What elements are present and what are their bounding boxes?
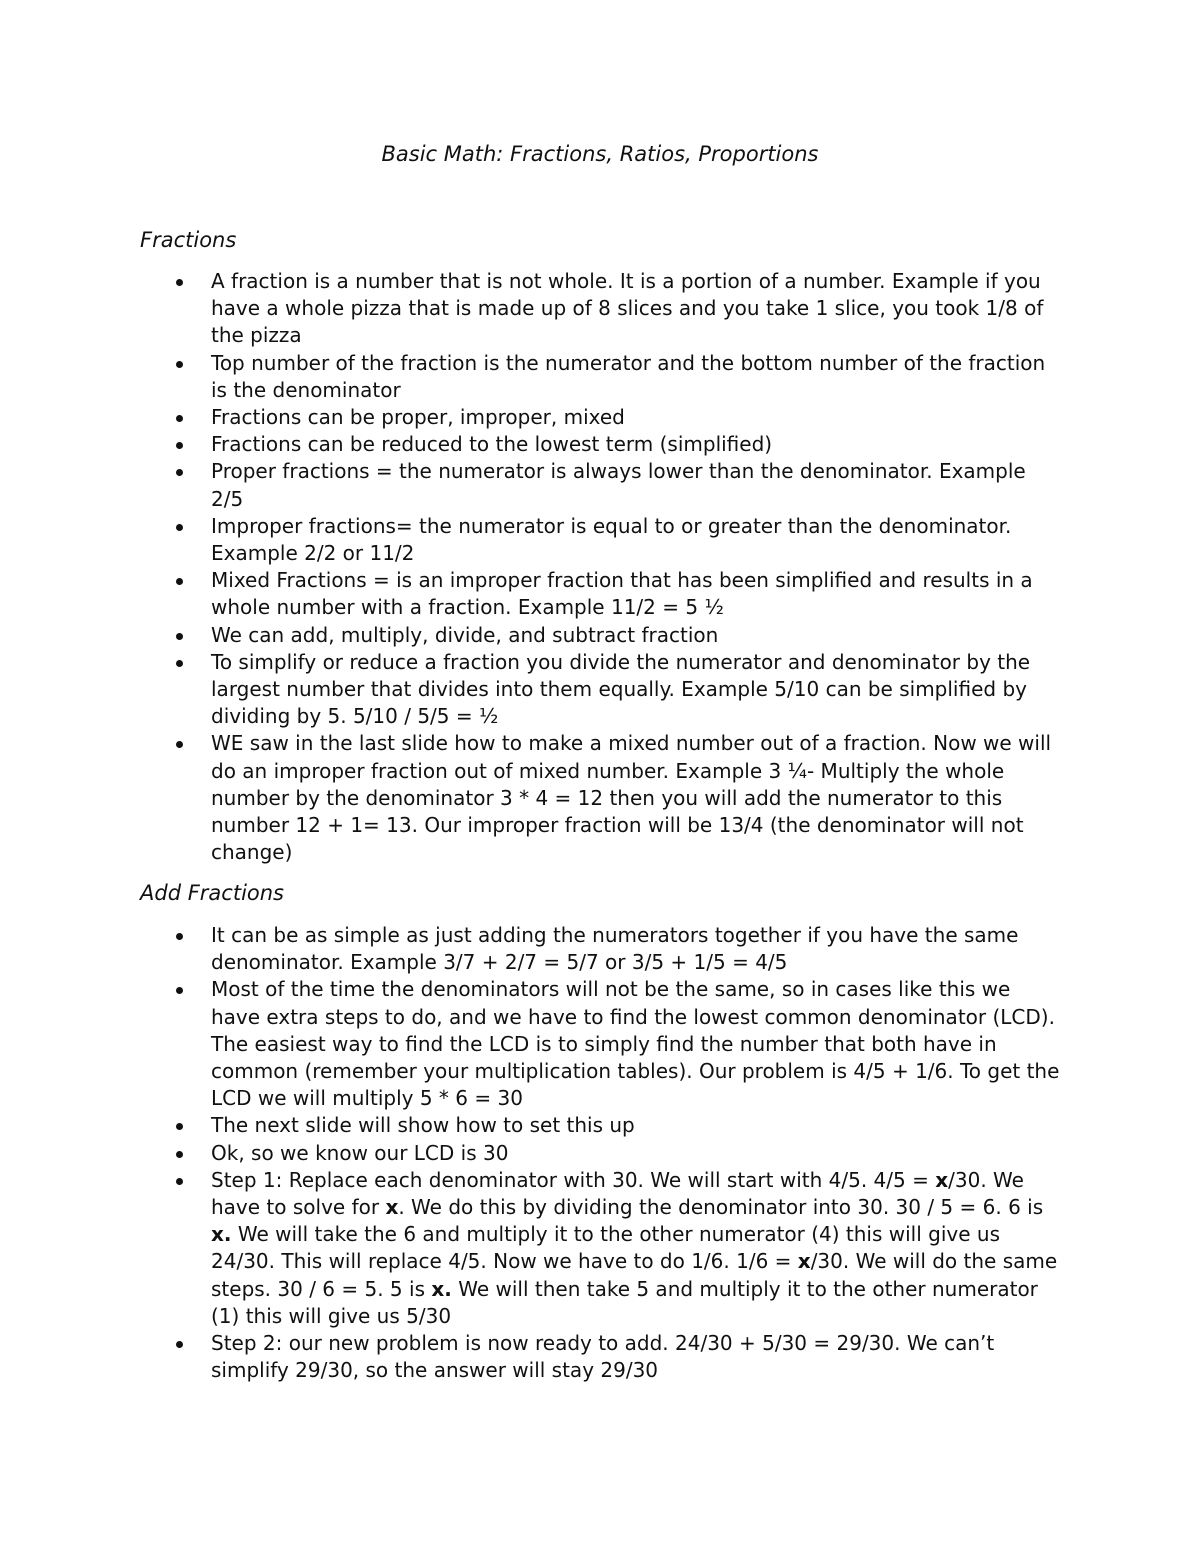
bullet-icon bbox=[176, 660, 183, 667]
list-item bbox=[0, 730, 1061, 866]
add-fractions-bullet-list bbox=[0, 922, 1200, 1384]
bullet-icon bbox=[176, 361, 183, 368]
step1-part1: Step 1: Replace each denominator with 30. We will start with 4/5. 4/5 = bbox=[211, 1167, 936, 1192]
step1-part4: We will take the 6 and multiply it to the other numerator (4) this will give us 24/30. This will replace 4/5. Now we have to do 1/6. 1/6 = bbox=[211, 1222, 1000, 1274]
list-item bbox=[0, 1167, 1061, 1330]
bullet-icon bbox=[176, 633, 183, 640]
step1-part2: /30. We have to solve for bbox=[211, 1167, 1024, 1220]
list-item-text: Step 2: our new problem is now ready to add. 24/30 + 5/30 = 29/30. We can’t simplify 29/30, so the answer will stay 29/30 bbox=[211, 1331, 995, 1383]
variable-x: x bbox=[935, 1167, 949, 1192]
list-item-text: To simplify or reduce a fraction you divide the numerator and denominator by the largest number that divides into them equally. Example 5/10 can be simplified by dividing by 5. 5/10 / 5/5 = ½ bbox=[211, 649, 1031, 729]
list-item bbox=[0, 1140, 1061, 1167]
list-item bbox=[0, 1330, 1061, 1384]
list-item-text: We can add, multiply, divide, and subtract fraction bbox=[211, 622, 719, 647]
variable-x: x bbox=[385, 1195, 399, 1220]
bullet-icon bbox=[176, 1178, 183, 1185]
list-item bbox=[0, 350, 1061, 404]
list-item bbox=[0, 567, 1061, 621]
bullet-icon bbox=[176, 1341, 183, 1348]
fractions-bullet-list bbox=[0, 268, 1200, 866]
list-item-text: Mixed Fractions = is an improper fraction that has been simplified and results in a whole number with a fraction. Example 11/2 = 5 ½ bbox=[211, 568, 1033, 620]
section-heading-add-fractions: Add Fractions bbox=[140, 881, 284, 905]
list-item-text: The next slide will show how to set this up bbox=[211, 1113, 635, 1138]
list-item-text: Proper fractions = the numerator is always lower than the denominator. Example 2/5 bbox=[211, 459, 1026, 511]
step1-part5: /30. We will do the same steps. 30 / 6 = 5. 5 is bbox=[211, 1249, 1058, 1301]
list-item-text: Top number of the fraction is the numerator and the bottom number of the fraction is the denominator bbox=[211, 350, 1046, 402]
list-item bbox=[0, 622, 1061, 649]
step1-part6: We will then take 5 and multiply it to the other numerator (1) this will give us 5/30 bbox=[211, 1276, 1038, 1328]
list-item bbox=[0, 431, 1061, 458]
list-item-text: Fractions can be reduced to the lowest term (simplified) bbox=[211, 432, 773, 457]
bullet-icon bbox=[176, 1151, 183, 1158]
list-item bbox=[0, 513, 1061, 567]
document-title: Basic Math: Fractions, Ratios, Proportions bbox=[381, 142, 819, 166]
list-item bbox=[0, 404, 1061, 431]
list-item-text: Most of the time the denominators will not be the same, so in cases like this we have extra steps to do, and we have to find the lowest common denominator (LCD). The easiest way to find the LCD is to simply find the number that both have in common (remember your multiplication tables). Our problem is 4/5 + 1/6. To get the LCD we will multiply 5 * 6 = 30 bbox=[211, 977, 1060, 1111]
bullet-icon bbox=[176, 415, 183, 422]
step1-part3: . We do this by dividing the denominator into 30. 30 / 5 = 6. 6 is bbox=[398, 1195, 1044, 1220]
bullet-icon bbox=[176, 1123, 183, 1130]
bullet-icon bbox=[176, 279, 183, 286]
bullet-icon bbox=[176, 741, 183, 748]
bullet-icon bbox=[176, 987, 183, 994]
bullet-icon bbox=[176, 524, 183, 531]
bullet-icon bbox=[176, 469, 183, 476]
list-item-text: Fractions can be proper, improper, mixed bbox=[211, 405, 625, 430]
variable-x: x bbox=[797, 1249, 811, 1274]
step1-text bbox=[211, 1168, 1057, 1328]
list-item bbox=[0, 458, 1061, 512]
list-item bbox=[0, 922, 1061, 976]
list-item-text: WE saw in the last slide how to make a mixed number out of a fraction. Now we will do an improper fraction out of mixed number. Example 3 ¼- Multiply the whole number by the denominator 3 * 4 = 12 then you will add the numerator to this number 12 + 1= 13. Our improper fraction will be 13/4 (the denominator will not change) bbox=[211, 731, 1052, 865]
list-item bbox=[0, 268, 1061, 350]
bullet-icon bbox=[176, 442, 183, 449]
variable-x: x. bbox=[211, 1222, 232, 1247]
section-heading-fractions: Fractions bbox=[140, 228, 237, 252]
bullet-icon bbox=[176, 578, 183, 585]
list-item bbox=[0, 649, 1061, 731]
variable-x: x. bbox=[431, 1276, 452, 1301]
list-item-text: Improper fractions= the numerator is equal to or greater than the denominator. Example 2/2 or 11/2 bbox=[211, 513, 1012, 566]
list-item-text: A fraction is a number that is not whole. It is a portion of a number. Example if you have a whole pizza that is made up of 8 slices and you take 1 slice, you took 1/8 of the pizza bbox=[211, 269, 1044, 348]
list-item bbox=[0, 1112, 1061, 1139]
list-item-text: It can be as simple as just adding the numerators together if you have the same denominator. Example 3/7 + 2/7 = 5/7 or 3/5 + 1/5 = 4/5 bbox=[211, 923, 1019, 975]
list-item bbox=[0, 976, 1061, 1112]
list-item-text: Ok, so we know our LCD is 30 bbox=[211, 1140, 509, 1165]
bullet-icon bbox=[176, 933, 183, 940]
